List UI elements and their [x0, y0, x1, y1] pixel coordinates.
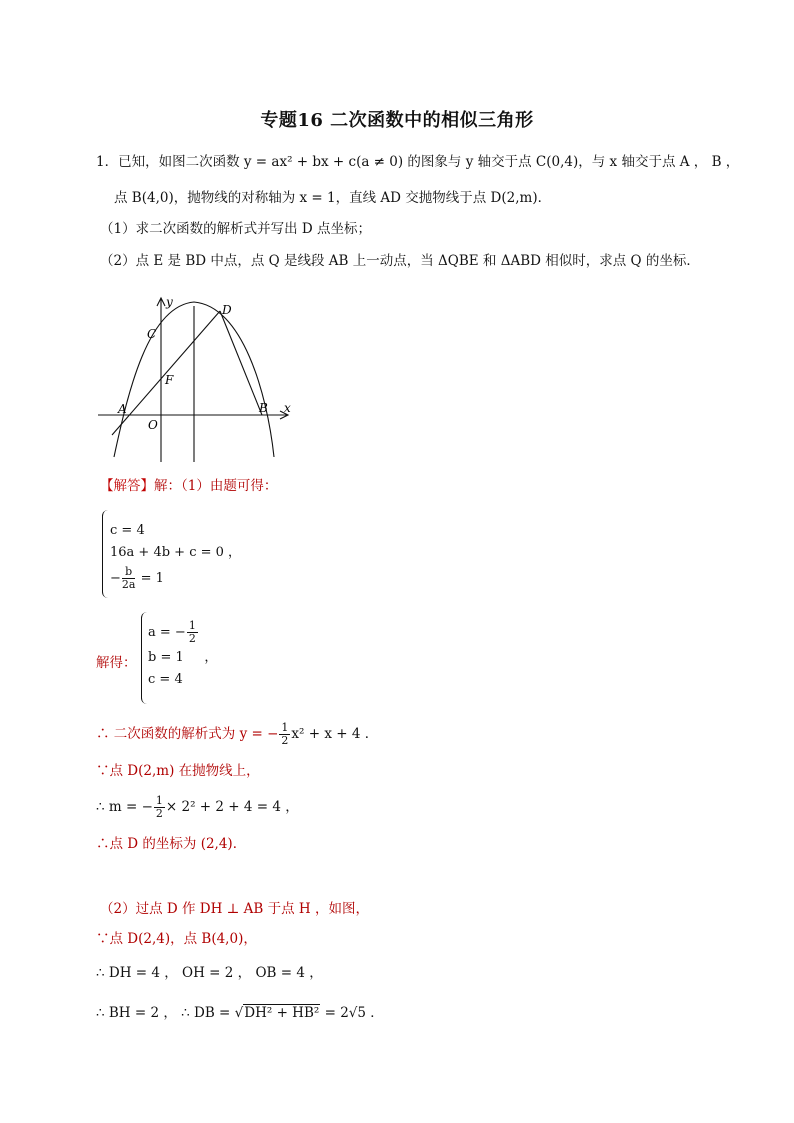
sys2-row-3: c = 4 [148, 672, 183, 687]
m-calc-line [96, 795, 299, 820]
part2-line-4-a: ∴ BH = 2 ， ∴ DB = [96, 1005, 235, 1021]
m-frac-num: 1 [155, 794, 163, 807]
sys1-fraction [122, 566, 136, 591]
label-c: C [147, 327, 157, 341]
solution-intro-b: （1）由题可得： [181, 478, 278, 494]
part2-line-2: ∵点 D(2,4)，点 B(4,0)， [96, 931, 257, 947]
m-calc-a: ∴ m = − [96, 799, 153, 815]
sys1-row-3-rhs: = 1 [140, 571, 164, 586]
sys1-frac-den: 2a [121, 578, 136, 591]
solution-header [100, 476, 277, 496]
m-calc-b: × 2² + 2 + 4 = 4 ， [165, 799, 299, 815]
system-1 [110, 522, 241, 591]
brace-system-1 [102, 510, 109, 598]
label-y: y [166, 295, 173, 309]
result-text-a: ∴ 二次函数的解析式为 y = − [96, 726, 279, 742]
label-d: D [222, 303, 232, 317]
brace-system-2 [141, 612, 148, 704]
sys2-comma: ， [204, 650, 218, 665]
label-o: O [148, 418, 158, 432]
solution-intro-a: 解： [154, 478, 181, 494]
line-db [220, 311, 262, 415]
sys2-row-2 [148, 649, 217, 667]
label-a: A [118, 402, 127, 416]
solution-tag: 【解答】 [100, 478, 154, 494]
part2-line-3: ∴ DH = 4 ， OH = 2 ， OB = 4 ， [96, 965, 323, 981]
sqrt-expression: DH² + HB² [244, 1005, 320, 1021]
d-coordinate-line: ∴点 D 的坐标为 (2,4)． [96, 836, 247, 852]
point-d-on-parabola: ∵点 D(2,m) 在抛物线上， [96, 763, 260, 779]
part2-line-4-b: = 2√5 ． [320, 1005, 384, 1021]
sys1-frac-num: b [122, 566, 136, 579]
m-frac-den: 2 [155, 807, 163, 820]
sys2-frac-num: 1 [188, 619, 196, 632]
label-b: B [259, 401, 268, 415]
sys2-frac-den: 2 [188, 632, 196, 645]
solve-label: 解得： [96, 655, 137, 671]
part2-line-1: （2）过点 D 作 DH ⊥ AB 于点 H ，如图， [100, 901, 369, 917]
parabola-figure [92, 292, 302, 467]
part2-line-4: ∴ BH = 2 ， ∴ DB = √DH² + HB² = 2√5 ． [96, 1005, 384, 1021]
sys2-row-1-text: a = − [148, 625, 186, 640]
sys1-row-2: 16a + 4b + c = 0 ， [110, 545, 242, 560]
m-calc-fraction [154, 795, 165, 820]
sys2-row-2-text: b = 1 [148, 650, 184, 665]
label-f: F [165, 373, 174, 387]
problem-line-1: 1．已知，如图二次函数 y = ax² + bx + c(a ≠ 0) 的图象与 y 轴交于点 C(0,4)，与 x 轴交于点 A ， B ， [96, 154, 740, 170]
sys1-row-1: c = 4 [110, 523, 145, 538]
system-2 [148, 620, 217, 689]
sys1-row-3 [110, 566, 241, 591]
question-1: （1）求二次函数的解析式并写出 D 点坐标； [100, 221, 371, 237]
result-frac-den: 2 [281, 734, 289, 747]
question-2: （2）点 E 是 BD 中点，点 Q 是线段 AB 上一动点，当 ΔQBE 和 ΔABD 相似时，求点 Q 的坐标． [100, 253, 700, 269]
sys1-minus: − [110, 571, 121, 586]
result-text-b: x² + x + 4 ． [291, 726, 379, 742]
result-line [96, 722, 378, 747]
sys2-fraction [187, 620, 198, 645]
page-title: 专题16 二次函数中的相似三角形 [260, 110, 534, 131]
result-fraction [279, 722, 290, 747]
result-frac-num: 1 [281, 721, 289, 734]
problem-line-2: 点 B(4,0)，抛物线的对称轴为 x = 1，直线 AD 交抛物线于点 D(2,m)． [114, 190, 552, 206]
sys2-row-1 [148, 620, 217, 645]
label-x: x [284, 401, 291, 415]
